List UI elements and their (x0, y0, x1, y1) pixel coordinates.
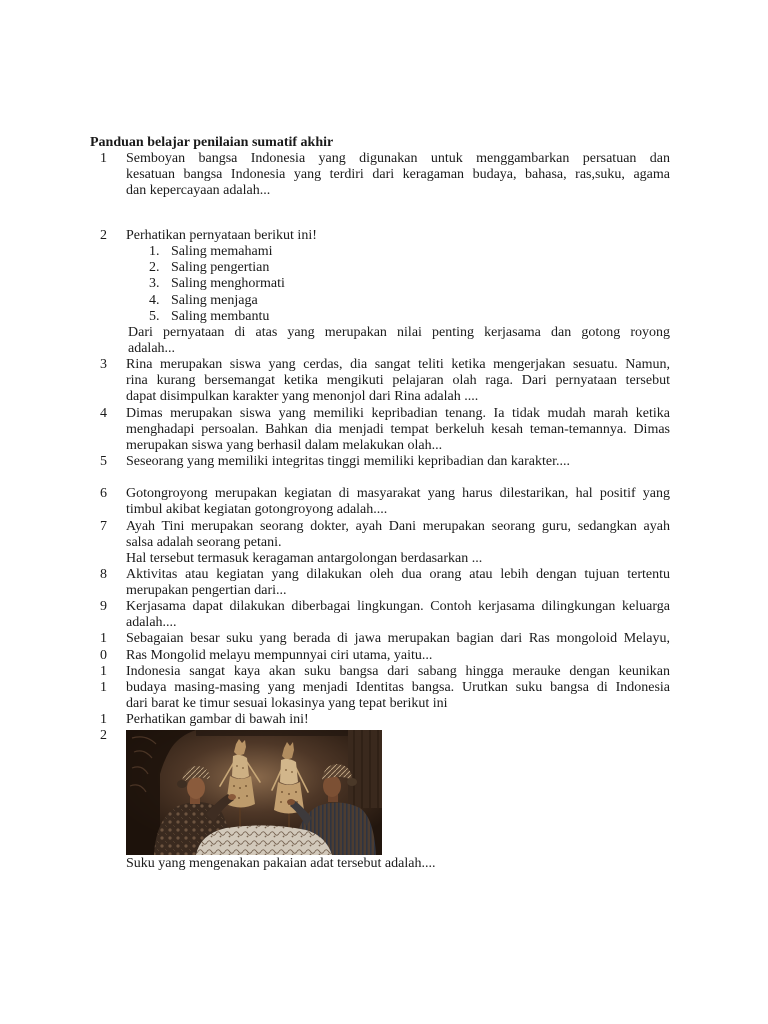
question-body (126, 454, 670, 470)
question-number-cell (90, 712, 126, 744)
question-number: 1 (100, 151, 107, 167)
question-number-cell (90, 664, 126, 696)
question-number-cell (90, 228, 126, 244)
question-text-line: merupakan pengertian dari... (126, 583, 287, 599)
question-text-line: Ayah Tini merupakan seorang dokter, ayah Dani merupakan seorang guru, sedangkan ayah (126, 518, 670, 534)
question-body (126, 664, 670, 712)
question-body (126, 712, 670, 872)
question-10 (90, 631, 670, 663)
list-marker: 4. (149, 292, 160, 308)
question-number-cell (90, 567, 126, 583)
question-body (126, 567, 670, 599)
question-paragraph (126, 325, 670, 357)
question-number: 10 (100, 631, 107, 663)
list-item-text: Saling menghormati (171, 276, 285, 292)
question-12 (90, 712, 670, 872)
list-item (126, 276, 670, 292)
question-text-line: rina kurang bersemangat ketika mengikuti pelajaran olah raga. Dari pernyataan tersebut (126, 373, 670, 389)
list-item (126, 244, 670, 260)
question-5 (90, 454, 670, 470)
question-body (126, 631, 670, 663)
question-body (126, 151, 670, 199)
document-title: Panduan belajar penilaian sumatif akhir (90, 135, 334, 150)
list-marker: 3. (149, 276, 160, 292)
question-body (126, 519, 670, 567)
list-item (126, 260, 670, 276)
question-number-cell (90, 151, 126, 167)
list-item-text: Saling menjaga (171, 292, 258, 308)
question-text-line: adalah.... (126, 615, 177, 631)
question-1 (90, 151, 670, 199)
question-intro: Perhatikan gambar di bawah ini! (126, 712, 309, 728)
question-number: 6 (100, 486, 107, 502)
question-number-cell (90, 454, 126, 470)
question-number-cell (90, 406, 126, 422)
list-item (126, 293, 670, 309)
question-9 (90, 599, 670, 631)
question-text-line: budaya masing-masing yang menjadi Identitas bangsa. Urutkan suku bangsa di Indonesia (126, 679, 670, 695)
question-number: 5 (100, 453, 107, 469)
question-text-line: Ras Mongolid melayu mempunnyai ciri utama, yaitu... (126, 647, 433, 663)
list-item (126, 309, 670, 325)
question-text-line: Gotongroyong merupakan kegiatan di masyarakat yang harus dilestarikan, hal positif yang (126, 486, 670, 502)
question-3 (90, 357, 670, 405)
list-item-text: Saling pengertian (171, 260, 270, 276)
question-text-line: Kerjasama dapat dilakukan diberbagai lingkungan. Contoh kerjasama dilingkungan keluarga (126, 599, 670, 615)
question-number-cell (90, 486, 126, 502)
question-7 (90, 519, 670, 567)
question-number: 7 (100, 518, 107, 534)
question-body (126, 228, 670, 357)
question-text-line: Hal tersebut termasuk keragaman antargolongan berdasarkan ... (126, 550, 483, 566)
question-text-line: dapat disimpulkan karakter yang menonjol dari Rina adalah .... (126, 389, 479, 405)
question-text-line: timbul akibat kegiatan gotongroyong adalah.... (126, 502, 388, 518)
question-number-cell (90, 631, 126, 663)
question-number: 9 (100, 599, 107, 615)
question-2 (90, 228, 670, 357)
question-text-line: adalah... (128, 340, 176, 356)
question-number-cell (90, 357, 126, 373)
question-text-line: dari barat ke timur sesuai lokasinya yang tepat berikut ini (126, 696, 448, 712)
question-number: 4 (100, 405, 107, 421)
list-item-text: Saling memahami (171, 244, 273, 260)
question-body (126, 486, 670, 518)
list-item-text: Saling membantu (171, 308, 270, 324)
question-text-line: menghadapi persoalan. Bahkan dia menjadi tempat berkeluh kesah teman-temannya. Dimas (126, 421, 670, 437)
question-body (126, 599, 670, 631)
question-text-line: Rina merupakan siswa yang cerdas, dia sangat teliti ketika mengerjakan sesuatu. Namun, (126, 357, 670, 373)
question-text-line: Sebagaian besar suku yang berada di jawa merupakan bagian dari Ras mongoloid Melayu, (126, 631, 670, 647)
question-11 (90, 664, 670, 712)
question-number: 8 (100, 566, 107, 582)
question-number: 2 (100, 227, 107, 243)
question-text-line: Indonesia sangat kaya akan suku bangsa dari sabang hingga merauke dengan keunikan (126, 663, 670, 679)
document-page (90, 135, 670, 873)
question-number: 11 (100, 663, 107, 695)
question-text-line: dan kepercayaan adalah... (126, 183, 271, 199)
question-text-line: salsa adalah seorang petani. (126, 534, 282, 550)
question-8 (90, 567, 670, 599)
question-text-line: Seseorang yang memiliki integritas tinggi memiliki kepribadian dan karakter.... (126, 453, 571, 469)
question-number-cell (90, 519, 126, 535)
question-4 (90, 406, 670, 454)
question-text-line: Aktivitas atau kegiatan yang dilakukan oleh dua orang atau lebih dengan tujuan tertentu (126, 566, 670, 582)
list-marker: 2. (149, 260, 160, 276)
question-6 (90, 486, 670, 518)
list-marker: 5. (149, 308, 160, 324)
wayang-photo (126, 730, 382, 855)
question-text-line: Dimas merupakan siswa yang memiliki kepribadian tenang. Ia tidak mudah marah ketika (126, 405, 670, 421)
question-text-line: Suku yang mengenakan pakaian adat tersebut adalah.... (126, 856, 436, 872)
question-text-line: Dari pernyataan di atas yang merupakan nilai penting kerjasama dan gotong royong (128, 324, 670, 340)
question-number-cell (90, 599, 126, 615)
list-marker: 1. (149, 244, 160, 260)
question-text-line: merupakan siswa yang berhasil dalam melakukan olah... (126, 437, 443, 453)
question-body (126, 406, 670, 454)
question-body (126, 357, 670, 405)
question-number: 3 (100, 357, 107, 373)
question-text-line: Semboyan bangsa Indonesia yang digunakan untuk menggambarkan persatuan dan (126, 151, 670, 167)
question-text-line: kesatuan bangsa Indonesia yang terdiri dari keragaman budaya, bahasa, ras,suku, agama (126, 167, 670, 183)
question-intro: Perhatikan pernyataan berikut ini! (126, 227, 317, 243)
statement-list (126, 244, 670, 325)
question-number: 12 (100, 712, 107, 744)
